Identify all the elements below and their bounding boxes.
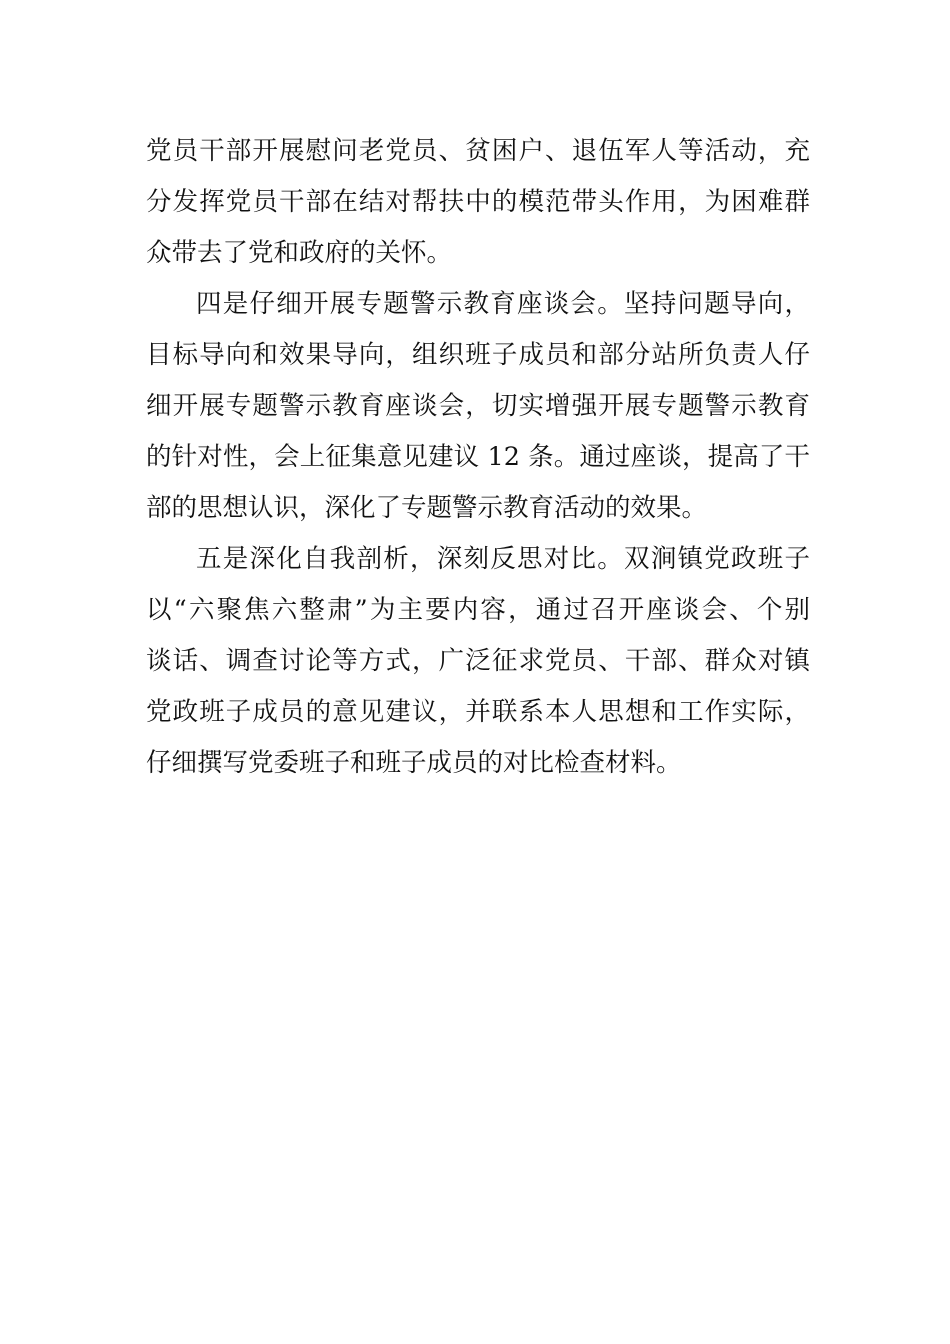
paragraph-line: 谈话、调查讨论等方式，广泛征求党员、干部、群众对镇 xyxy=(146,646,810,676)
paragraph-line: 部的思想认识，深化了专题警示教育活动的效果。 xyxy=(146,493,708,523)
body-text xyxy=(146,126,810,789)
paragraph-line: 以“六聚焦六整肃”为主要内容，通过召开座谈会、个别 xyxy=(146,595,810,625)
paragraph-line: 分发挥党员干部在结对帮扶中的模范带头作用，为困难群 xyxy=(146,187,810,217)
paragraph-line: 的针对性，会上征集意见建议 12 条。通过座谈，提高了干 xyxy=(146,442,810,472)
paragraph-line: 五是深化自我剖析，深刻反思对比。双涧镇党政班子 xyxy=(196,544,810,574)
paragraph-line: 党员干部开展慰问老党员、贫困户、退伍军人等活动，充 xyxy=(146,136,810,166)
paragraph-line: 细开展专题警示教育座谈会，切实增强开展专题警示教育 xyxy=(146,391,810,421)
paragraph-line: 目标导向和效果导向，组织班子成员和部分站所负责人仔 xyxy=(146,340,810,370)
paragraph-line: 四是仔细开展专题警示教育座谈会。坚持问题导向， xyxy=(196,289,810,319)
paragraph-line: 仔细撰写党委班子和班子成员的对比检查材料。 xyxy=(146,748,682,778)
paragraph-line: 党政班子成员的意见建议，并联系本人思想和工作实际， xyxy=(146,697,810,727)
paragraph-line: 众带去了党和政府的关怀。 xyxy=(146,238,453,268)
